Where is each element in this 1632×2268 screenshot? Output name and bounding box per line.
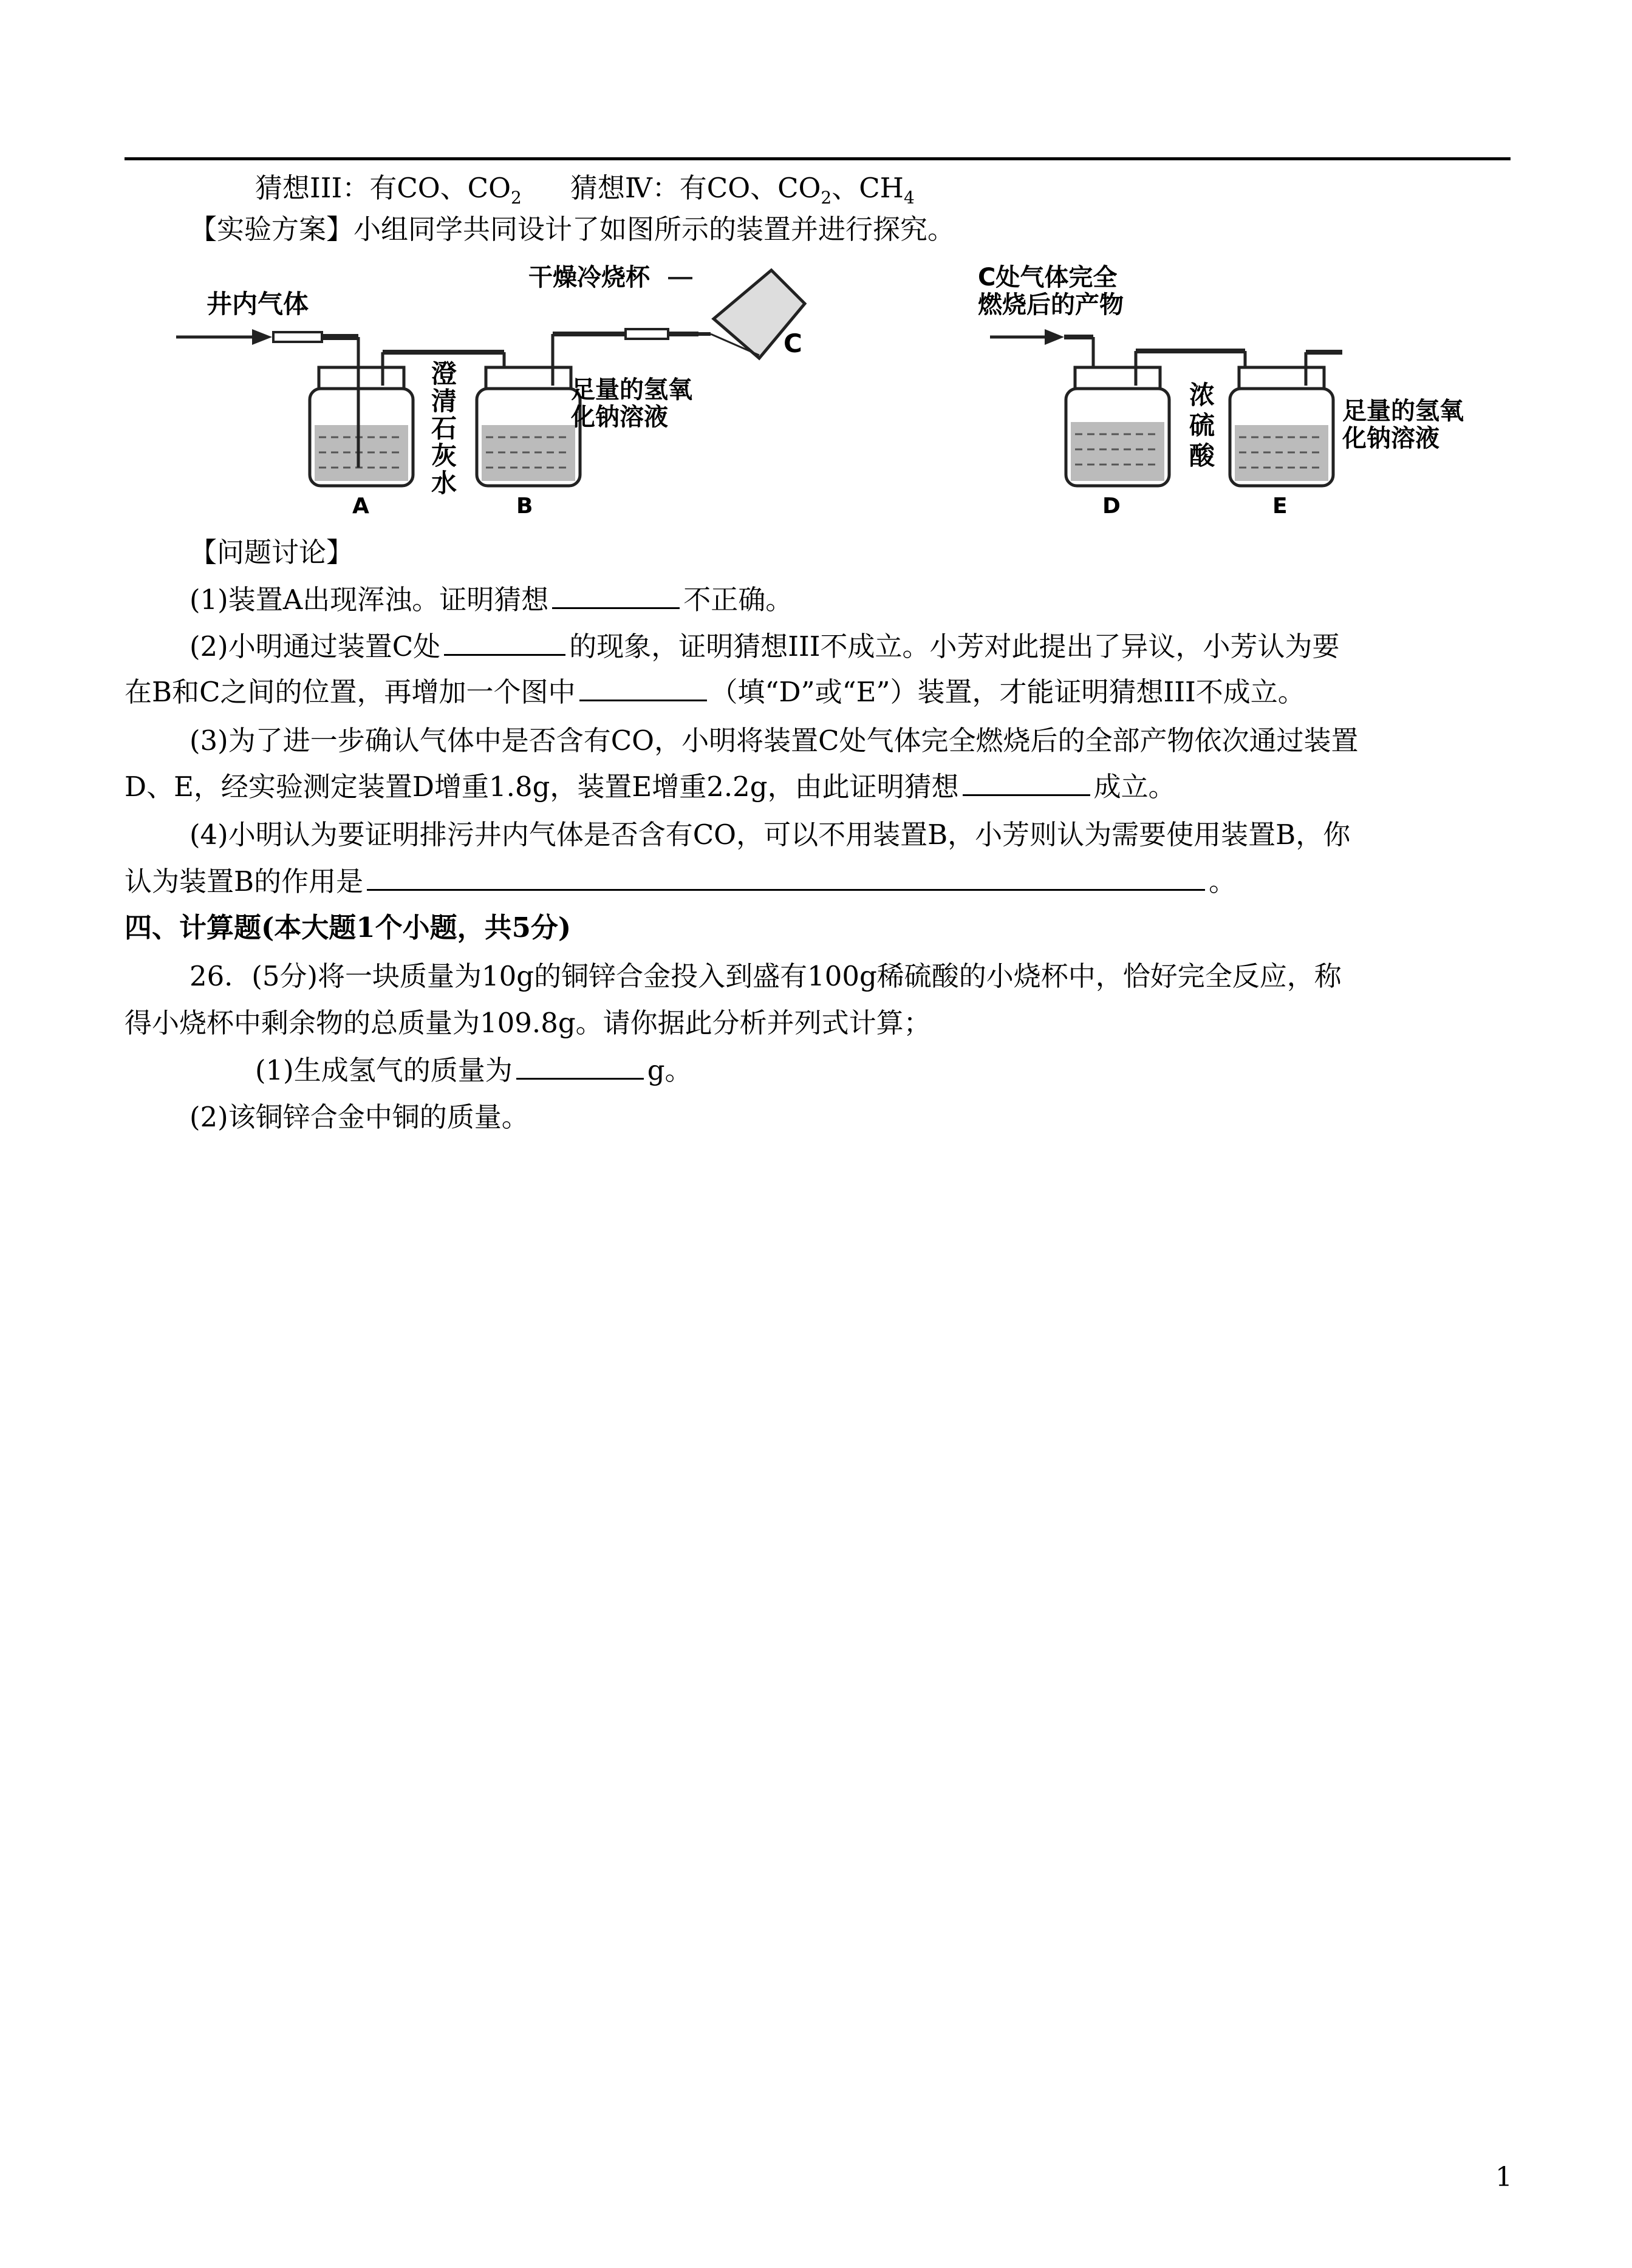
question-26-part-1: (1)生成氢气的质量为 g。 [255, 1054, 692, 1086]
question-3-line-1: (3)为了进一步确认气体中是否含有CO，小明将装置C处气体完全燃烧后的全部产物依次通过装置 [189, 724, 1359, 757]
bottle-d [1064, 337, 1245, 486]
limewater-label [431, 359, 457, 498]
svg-text:水: 水 [431, 468, 457, 498]
answer-blank[interactable] [367, 865, 1205, 891]
naoh-label-1a: 足量的氢氧 [571, 376, 692, 404]
answer-blank[interactable] [444, 630, 565, 656]
svg-text:浓: 浓 [1189, 380, 1215, 410]
label-e: E [1272, 494, 1288, 519]
answer-blank[interactable] [963, 770, 1090, 796]
naoh-label-2b: 化钠溶液 [1342, 424, 1439, 452]
svg-text:澄: 澄 [431, 359, 457, 389]
experiment-plan-line: 【实验方案】小组同学共同设计了如图所示的装置并进行探究。 [189, 213, 955, 245]
label-c: C [784, 329, 802, 358]
conc-acid-label [1189, 380, 1215, 471]
dry-beaker-label: 干燥冷烧杯 [528, 264, 650, 291]
naoh-label-2a: 足量的氢氧 [1342, 397, 1464, 425]
page-number: 1 [1495, 2162, 1512, 2193]
question-2-line-1: (2)小明通过装置C处 的现象，证明猜想III不成立。小芳对此提出了异议，小芳认为要 [189, 630, 1340, 662]
top-rule [125, 157, 1511, 160]
question-26-line-1: 26．(5分)将一块质量为10g的铜锌合金投入到盛有100g稀硫酸的小烧杯中，恰好完全反应，称 [189, 960, 1342, 992]
hypothesis-line: 猜想III：有CO、$CO_2$ 猜想Ⅳ：有CO、$CO_2$、$CH_4$ [255, 172, 915, 208]
products-label-b: 燃烧后的产物 [978, 291, 1124, 319]
svg-text:酸: 酸 [1189, 441, 1215, 471]
svg-text:硫: 硫 [1189, 410, 1215, 440]
question-26-part-2: (2)该铜锌合金中铜的质量。 [189, 1101, 529, 1133]
question-4-line-2: 认为装置B的作用是 。 [125, 865, 1237, 897]
question-4-line-1: (4)小明认为要证明排污井内气体是否含有CO，可以不用装置B，小芳则认为需要使用装置B，你 [189, 819, 1351, 851]
bottle-e [1230, 351, 1342, 486]
svg-text:清: 清 [431, 386, 457, 416]
question-2-line-2: 在B和C之间的位置，再增加一个图中 （填“D”或“E”）装置，才能证明猜想III不成立。 [125, 676, 1305, 708]
label-d: D [1102, 494, 1121, 519]
question-1: (1)装置A出现浑浊。证明猜想 不正确。 [189, 584, 793, 616]
answer-blank[interactable] [516, 1054, 644, 1080]
apparatus-figure [164, 261, 1470, 534]
question-26-line-2: 得小烧杯中剩余物的总质量为109.8g。请你据此分析并列式计算； [125, 1007, 931, 1039]
gas-in-label: 井内气体 [207, 289, 309, 319]
svg-text:石: 石 [431, 414, 457, 443]
section-4-heading: 四、计算题(本大题1个小题，共5分) [125, 911, 572, 944]
question-3-line-2: D、E，经实验测定装置D增重1.8g，装置E增重2.2g，由此证明猜想 成立。 [125, 771, 1176, 803]
svg-text:灰: 灰 [431, 441, 457, 471]
products-label-a: C处气体完全 [978, 264, 1118, 291]
answer-blank[interactable] [552, 583, 680, 609]
naoh-label-1b: 化钠溶液 [571, 403, 668, 431]
label-b: B [516, 494, 533, 519]
discussion-heading: 【问题讨论】 [189, 536, 354, 568]
answer-blank[interactable] [579, 675, 707, 701]
label-a: A [352, 494, 369, 519]
